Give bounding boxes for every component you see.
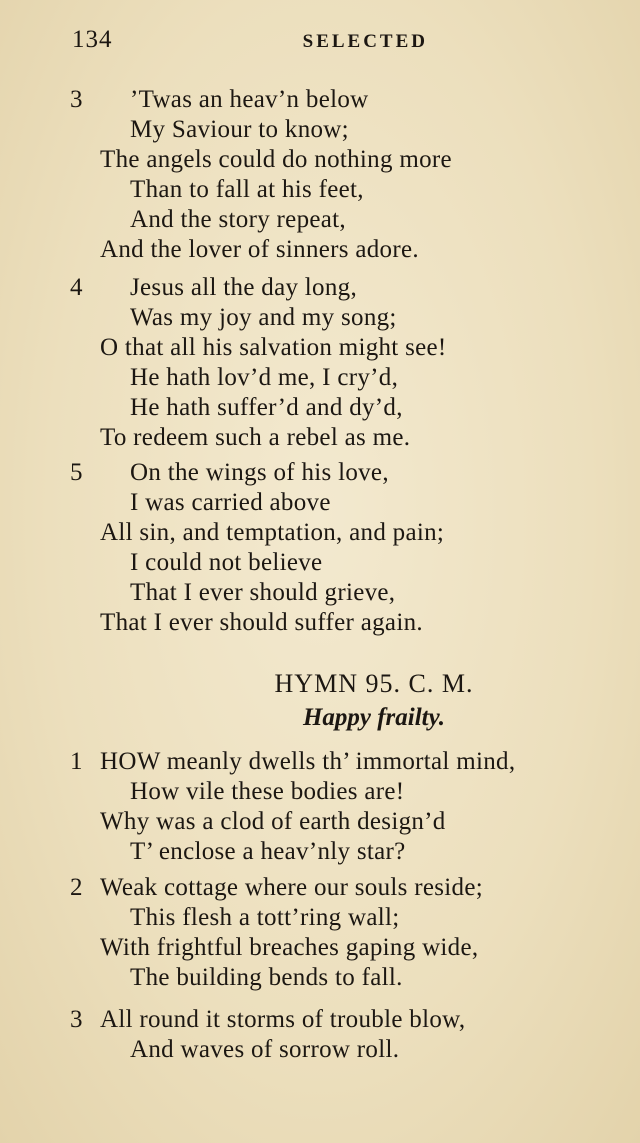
verse-line: I could not believe <box>130 549 323 576</box>
hymn-title: HYMN 95. C. M. <box>274 669 474 698</box>
verse-line: This flesh a tott’ring wall; <box>130 904 400 931</box>
verse-line: HOW meanly dwells th’ immortal mind, <box>100 748 516 775</box>
verse-line: Jesus all the day long, <box>130 274 358 301</box>
verse-line: That I ever should suffer again. <box>100 609 423 636</box>
verse-line: All sin, and temptation, and pain; <box>100 519 445 546</box>
verse-line: On the wings of his love, <box>130 459 389 486</box>
stanza-number: 3 <box>70 86 83 113</box>
verse-line: O that all his salvation might see! <box>100 334 447 361</box>
stanza-number: 5 <box>70 459 83 486</box>
verse-line: Why was a clod of earth design’d <box>100 808 446 835</box>
verse-line: All round it storms of trouble blow, <box>100 1006 466 1033</box>
verse-line: And waves of sorrow roll. <box>130 1036 400 1063</box>
verse-line: And the lover of sinners adore. <box>100 236 419 263</box>
hymn-subtitle: Happy frailty. <box>302 704 446 731</box>
verse-line: The angels could do nothing more <box>100 146 452 173</box>
stanza-number: 2 <box>70 874 83 901</box>
verse-line: With frightful breaches gaping wide, <box>100 934 479 961</box>
verse-line: To redeem such a rebel as me. <box>100 424 411 451</box>
verse-line: Weak cottage where our souls reside; <box>100 874 483 901</box>
page-number: 134 <box>72 26 113 53</box>
verse-line: T’ enclose a heav’nly star? <box>130 838 406 865</box>
stanza-number: 1 <box>70 748 83 775</box>
verse-line: Was my joy and my song; <box>130 304 397 331</box>
verse-line: My Saviour to know; <box>130 116 349 143</box>
verse-line: And the story repeat, <box>130 206 346 233</box>
running-head: SELECTED <box>302 31 428 52</box>
stanza-number: 3 <box>70 1006 83 1033</box>
verse-line: I was carried above <box>130 489 331 516</box>
verse-line: Than to fall at his feet, <box>130 176 364 203</box>
verse-line: How vile these bodies are! <box>130 778 405 805</box>
stanza-number: 4 <box>70 274 83 301</box>
verse-line: He hath lov’d me, I cry’d, <box>130 364 399 391</box>
verse-line: That I ever should grieve, <box>130 579 396 606</box>
page-header <box>72 26 428 58</box>
verse-line: ’Twas an heav’n below <box>130 86 369 113</box>
verse-line: He hath suffer’d and dy’d, <box>130 394 403 421</box>
verse-line: The building bends to fall. <box>130 964 403 991</box>
